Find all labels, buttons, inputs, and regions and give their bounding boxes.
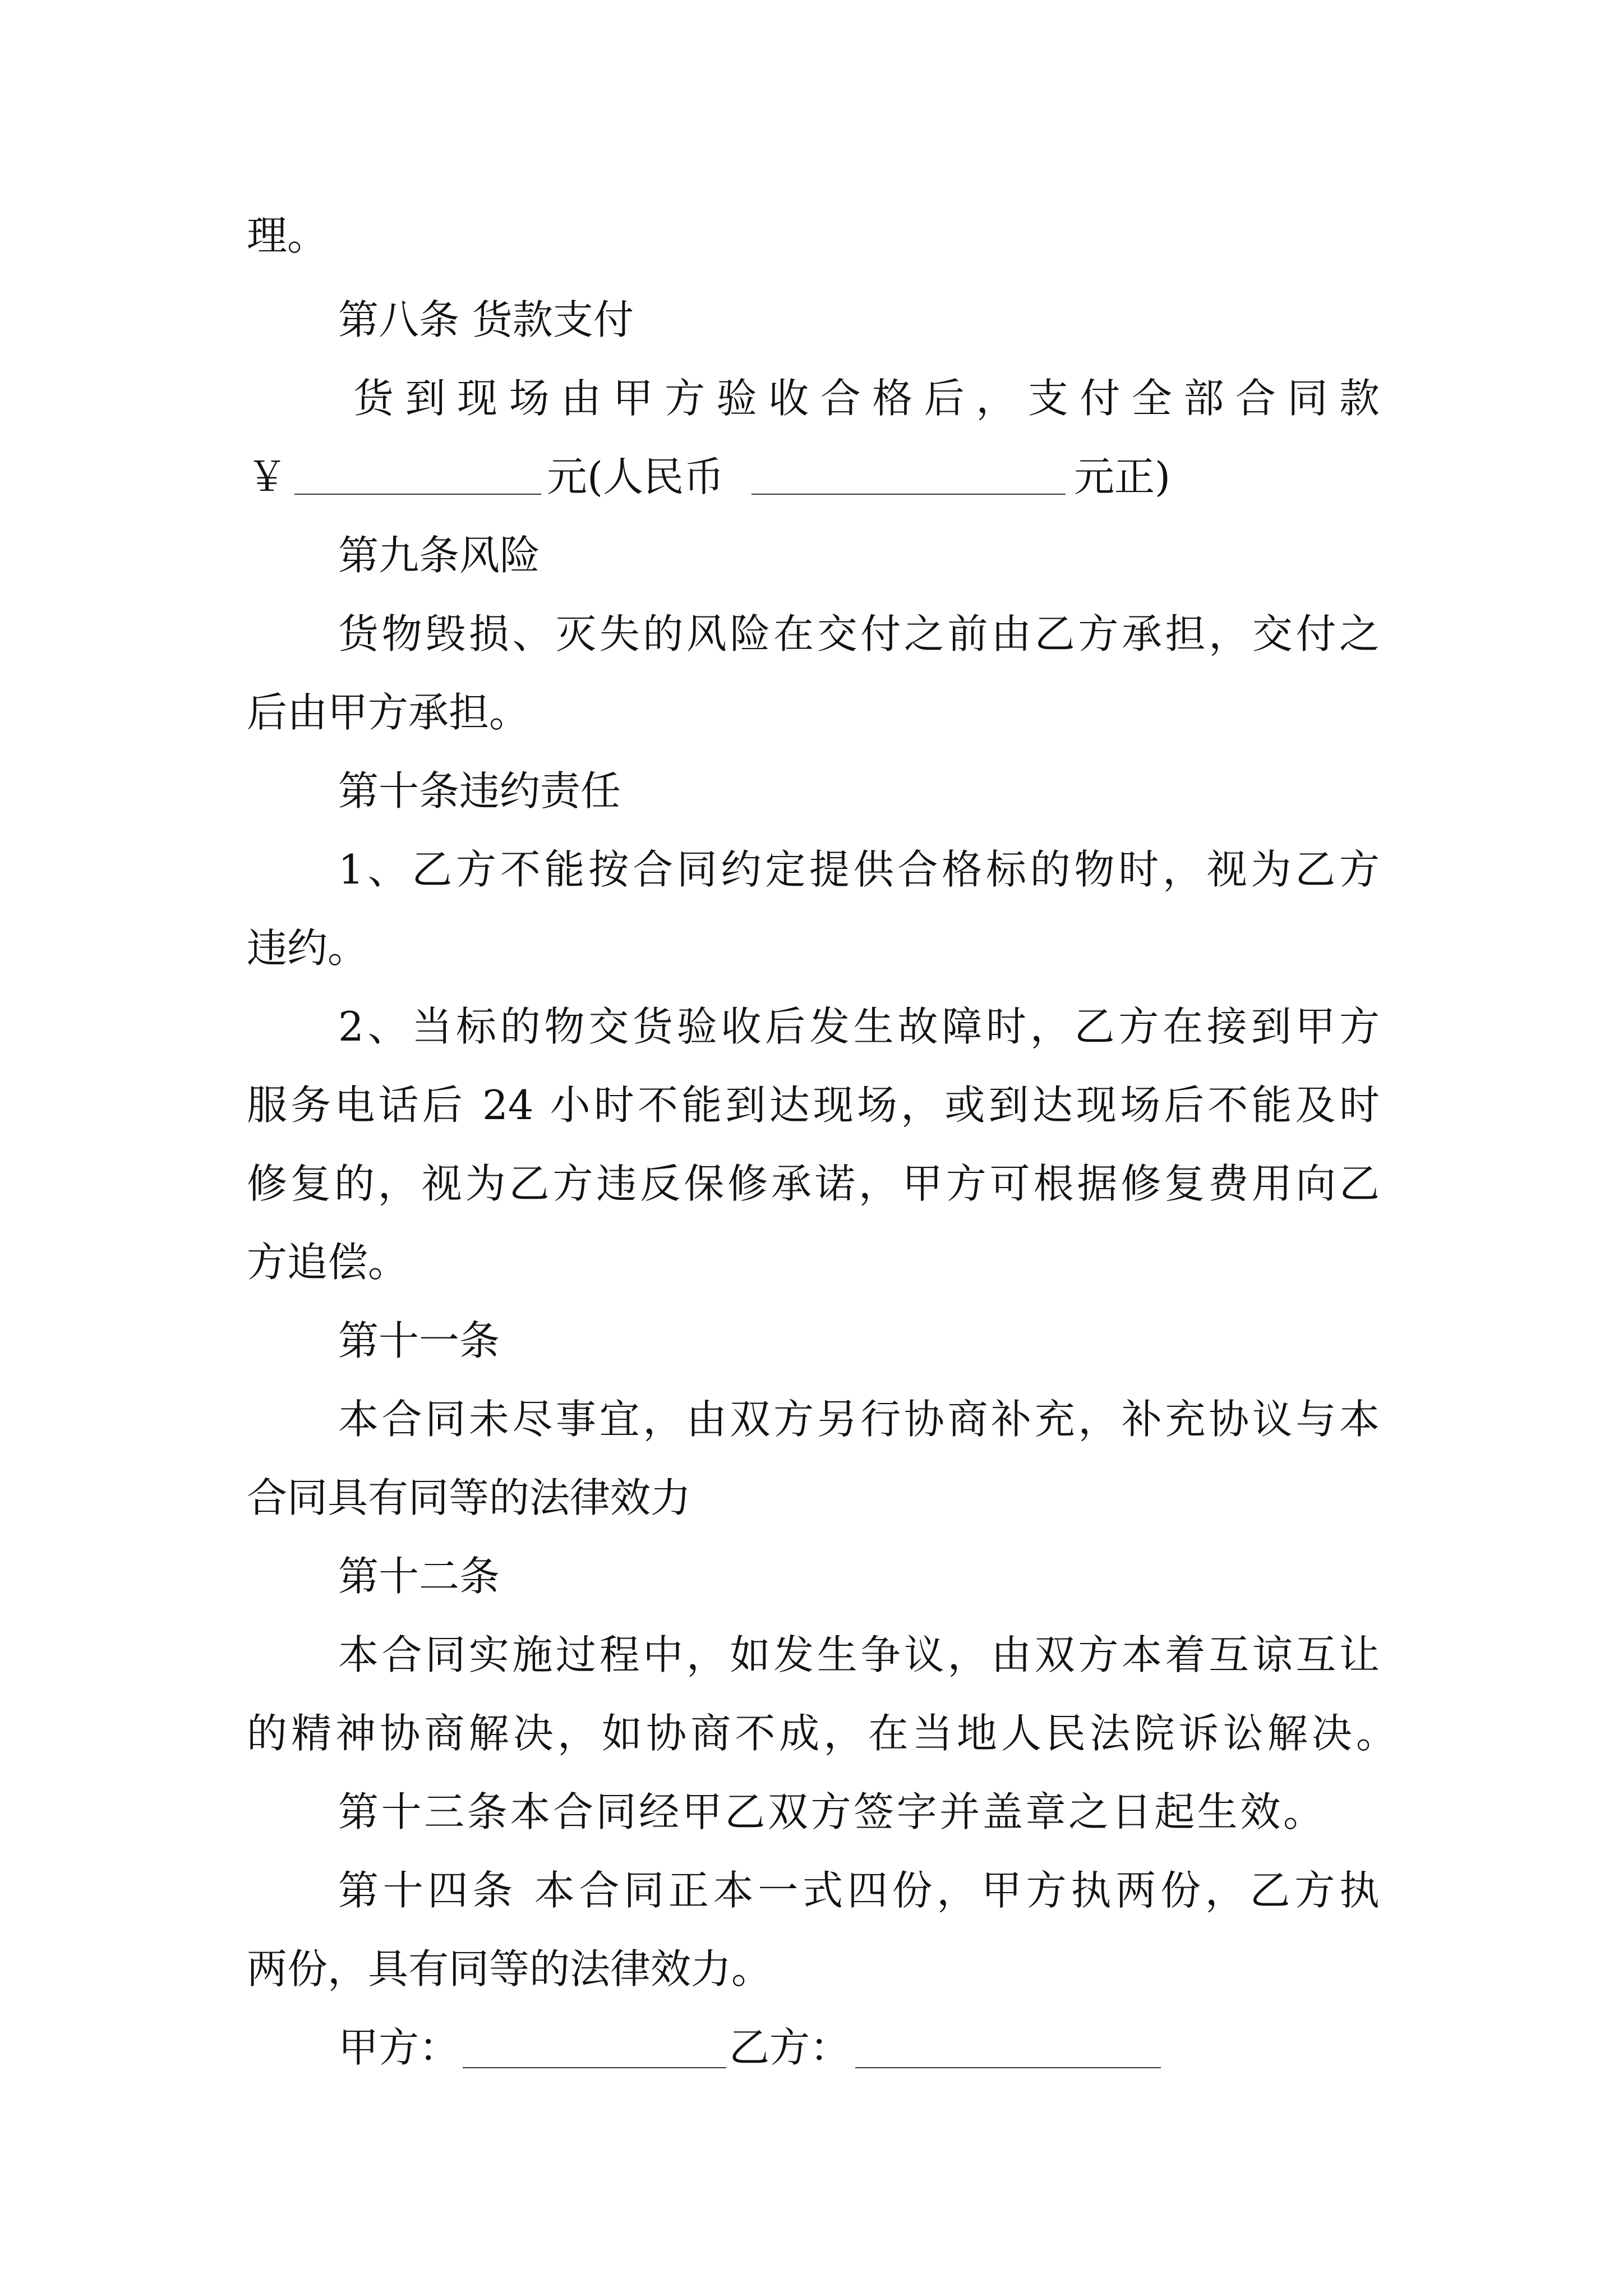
text-line [0, 359, 1623, 438]
text-line [0, 1144, 1623, 1223]
article-10-heading: 第十条违约责任 [338, 767, 621, 815]
text-line [0, 752, 1623, 830]
article-13: 第十三条本合同经甲乙双方签字并盖章之日起生效。 [338, 1788, 1324, 1835]
article-14: 第十四条 本合同正本一式四份，甲方执两份，乙方执 [338, 1867, 1380, 1914]
supplement-clause-end: 合同具有同等的法律效力 [247, 1474, 691, 1521]
text-line [0, 673, 1623, 752]
text-line [0, 1694, 1623, 1773]
amount-words-prefix: 元(人民币 [547, 453, 725, 500]
liability-item-2-cont: 修复的，视为乙方违反保修承诺，甲方可根据修复费用向乙 [247, 1160, 1380, 1207]
liability-item-1-end: 违约。 [247, 924, 368, 972]
text-line [0, 909, 1623, 987]
text-line [0, 1301, 1623, 1380]
party-b-signature-blank[interactable] [855, 2067, 1161, 2068]
liability-item-2: 2、当标的物交货验收后发生故障时，乙方在接到甲方 [338, 1003, 1380, 1050]
text-line [0, 1223, 1623, 1301]
article-9-heading: 第九条风险 [338, 532, 541, 579]
risk-clause: 货物毁损、灭失的风险在交付之前由乙方承担，交付之 [338, 610, 1380, 657]
amount-line [0, 438, 1623, 516]
text-line [0, 1380, 1623, 1458]
text-line [0, 595, 1623, 673]
text-line [0, 280, 1623, 359]
liability-item-1: 1、乙方不能按合同约定提供合格标的物时，视为乙方 [338, 846, 1380, 893]
text-line [0, 987, 1623, 1066]
signature-line [0, 2008, 1623, 2087]
amount-words-suffix: 元正) [1074, 453, 1171, 500]
text-line [0, 516, 1623, 595]
article-8-heading: 第八条 货款支付 [338, 296, 634, 343]
article-14-end: 两份，具有同等的法律效力。 [247, 1945, 772, 1993]
paragraph-continuation: 理。 [247, 212, 328, 259]
party-a-signature-blank[interactable] [463, 2067, 726, 2068]
amount-words-blank[interactable] [751, 494, 1066, 495]
text-line [0, 1773, 1623, 1851]
liability-item-2-cont: 服务电话后 24 小时不能到达现场，或到达现场后不能及时 [247, 1082, 1380, 1129]
text-line [0, 196, 1623, 275]
text-line [0, 1458, 1623, 1537]
dispute-clause: 本合同实施过程中，如发生争议，由双方本着互谅互让 [338, 1631, 1380, 1678]
text-line [0, 1616, 1623, 1694]
payment-clause: 货到现场由甲方验收合格后，支付全部合同款 [353, 375, 1380, 422]
text-line [0, 1066, 1623, 1144]
liability-item-2-end: 方追偿。 [247, 1239, 409, 1286]
amount-figure-blank[interactable] [294, 494, 541, 495]
article-11-heading: 第十一条 [338, 1317, 500, 1364]
article-12-heading: 第十二条 [338, 1553, 500, 1600]
text-line [0, 830, 1623, 909]
risk-clause-end: 后由甲方承担。 [247, 689, 530, 736]
text-line [0, 1851, 1623, 1930]
supplement-clause: 本合同未尽事宜，由双方另行协商补充，补充协议与本 [338, 1396, 1380, 1443]
text-line [0, 1930, 1623, 2008]
text-line [0, 1537, 1623, 1616]
dispute-clause-end: 的精神协商解决，如协商不成，在当地人民法院诉讼解决。 [247, 1710, 1396, 1757]
party-a-label: 甲方： [338, 2024, 460, 2071]
party-b-label: 乙方： [729, 2024, 851, 2071]
currency-symbol: ￥ [247, 453, 288, 500]
